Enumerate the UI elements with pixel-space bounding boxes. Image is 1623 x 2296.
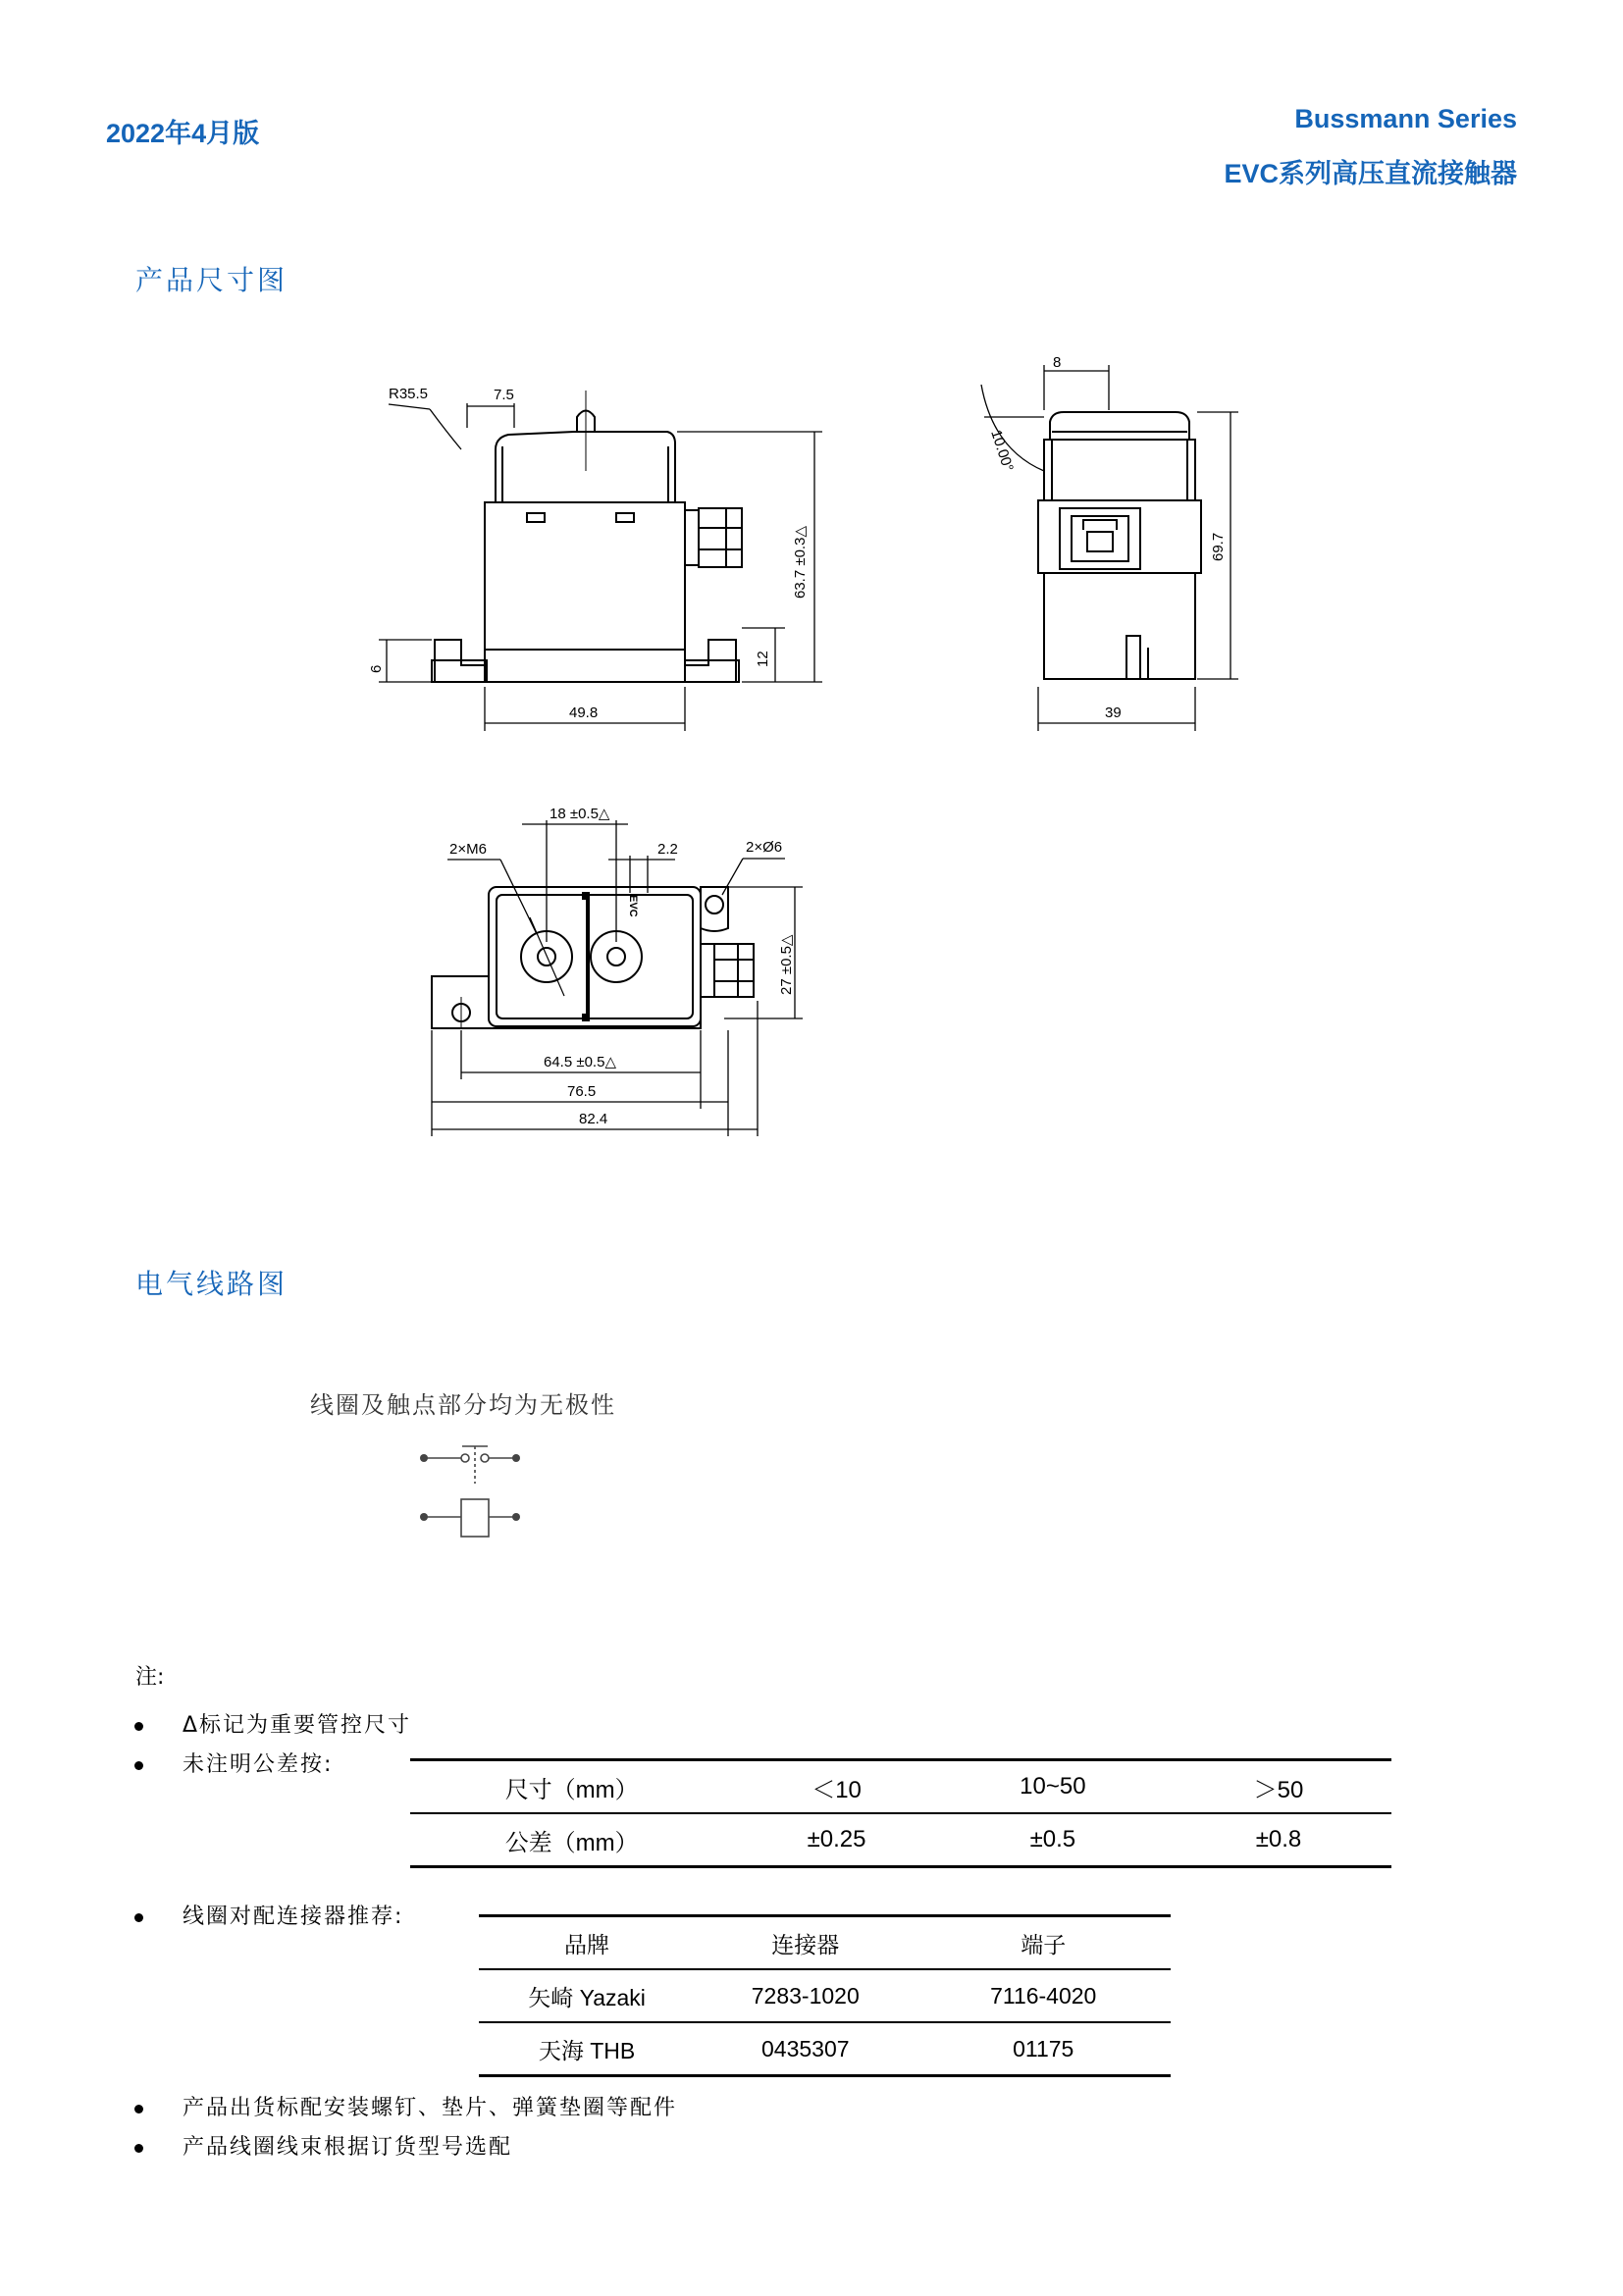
table-row (410, 1813, 1391, 1867)
front-view (432, 391, 742, 682)
label-gap: 2.2 (657, 841, 678, 858)
label-pin-width: 7.5 (494, 387, 514, 403)
table-cell: 公差（mm） (410, 1813, 733, 1867)
label-hole: 2×Ø6 (746, 839, 783, 856)
table-row (479, 1916, 1171, 1970)
circuit-symbol (412, 1435, 530, 1542)
table-row (410, 1760, 1391, 1814)
series-name: Bussmann Series (1294, 104, 1517, 133)
label-width-3: 82.4 (579, 1111, 608, 1127)
label-front-width: 49.8 (569, 704, 599, 721)
table-cell: 矢崎 Yazaki (479, 1969, 695, 2022)
table-cell: ＜10 (733, 1760, 939, 1814)
label-side-width: 39 (1105, 704, 1122, 721)
note-connector: 线圈对配连接器推荐: (183, 1905, 404, 1929)
bullet-dot (134, 1761, 143, 1770)
label-width-2: 76.5 (567, 1083, 597, 1100)
table-cell: 7283-1020 (695, 1969, 916, 2022)
label-marking: EVC (627, 895, 639, 917)
table-cell: 端子 (916, 1916, 1171, 1970)
table-cell: 品牌 (479, 1916, 695, 1970)
note-key-dimension: Δ标记为重要管控尺寸 (183, 1713, 412, 1738)
product-name: EVC系列高压直流接触器 (1224, 159, 1517, 188)
label-depth: 27 ±0.5△ (778, 934, 795, 995)
table-cell: ±0.25 (733, 1813, 939, 1867)
note-tolerance: 未注明公差按: (183, 1752, 334, 1777)
label-radius: R35.5 (389, 386, 429, 402)
bottom-view (432, 887, 754, 1028)
dimensions-title: 产品尺寸图 (135, 264, 288, 296)
table-row (479, 2022, 1171, 2076)
circuit-title: 电气线路图 (135, 1268, 288, 1300)
table-cell: ±0.8 (1166, 1813, 1391, 1867)
table-cell: 天海 THB (479, 2022, 695, 2076)
table-row (479, 1969, 1171, 2022)
label-side-top: 8 (1053, 354, 1062, 371)
table-cell: 尺寸（mm） (410, 1760, 733, 1814)
label-front-height: 63.7 ±0.3△ (792, 526, 809, 599)
bullet-dot (134, 2105, 143, 2113)
note-accessories: 产品出货标配安装螺钉、垫片、弹簧垫圈等配件 (183, 2096, 678, 2120)
bullet-dot (134, 2144, 143, 2153)
tolerance-table (410, 1758, 1391, 1868)
circuit-caption: 线圈及触点部分均为无极性 (310, 1391, 616, 1419)
table-cell: 10~50 (940, 1760, 1166, 1814)
notes-label: 注: (135, 1665, 165, 1690)
table-cell: 连接器 (695, 1916, 916, 1970)
bullet-dot (134, 1913, 143, 1922)
table-cell: 01175 (916, 2022, 1171, 2076)
note-harness: 产品线圈线束根据订货型号选配 (183, 2135, 513, 2160)
label-spacing: 18 ±0.5△ (550, 806, 610, 822)
label-foot-height: 12 (755, 651, 771, 667)
table-cell: ＞50 (1166, 1760, 1391, 1814)
bullet-dot (134, 1722, 143, 1731)
edition-date: 2022年4月版 (106, 119, 260, 148)
connector-table (479, 1914, 1171, 2077)
label-thread: 2×M6 (449, 841, 487, 858)
label-side-height: 69.7 (1210, 532, 1227, 561)
side-view (1038, 412, 1201, 679)
label-side-angle: 10.00° (987, 427, 1017, 474)
table-cell: 0435307 (695, 2022, 916, 2076)
label-flange: 6 (368, 664, 385, 673)
label-width-1: 64.5 ±0.5△ (544, 1054, 616, 1070)
table-cell: ±0.5 (940, 1813, 1166, 1867)
table-cell: 7116-4020 (916, 1969, 1171, 2022)
